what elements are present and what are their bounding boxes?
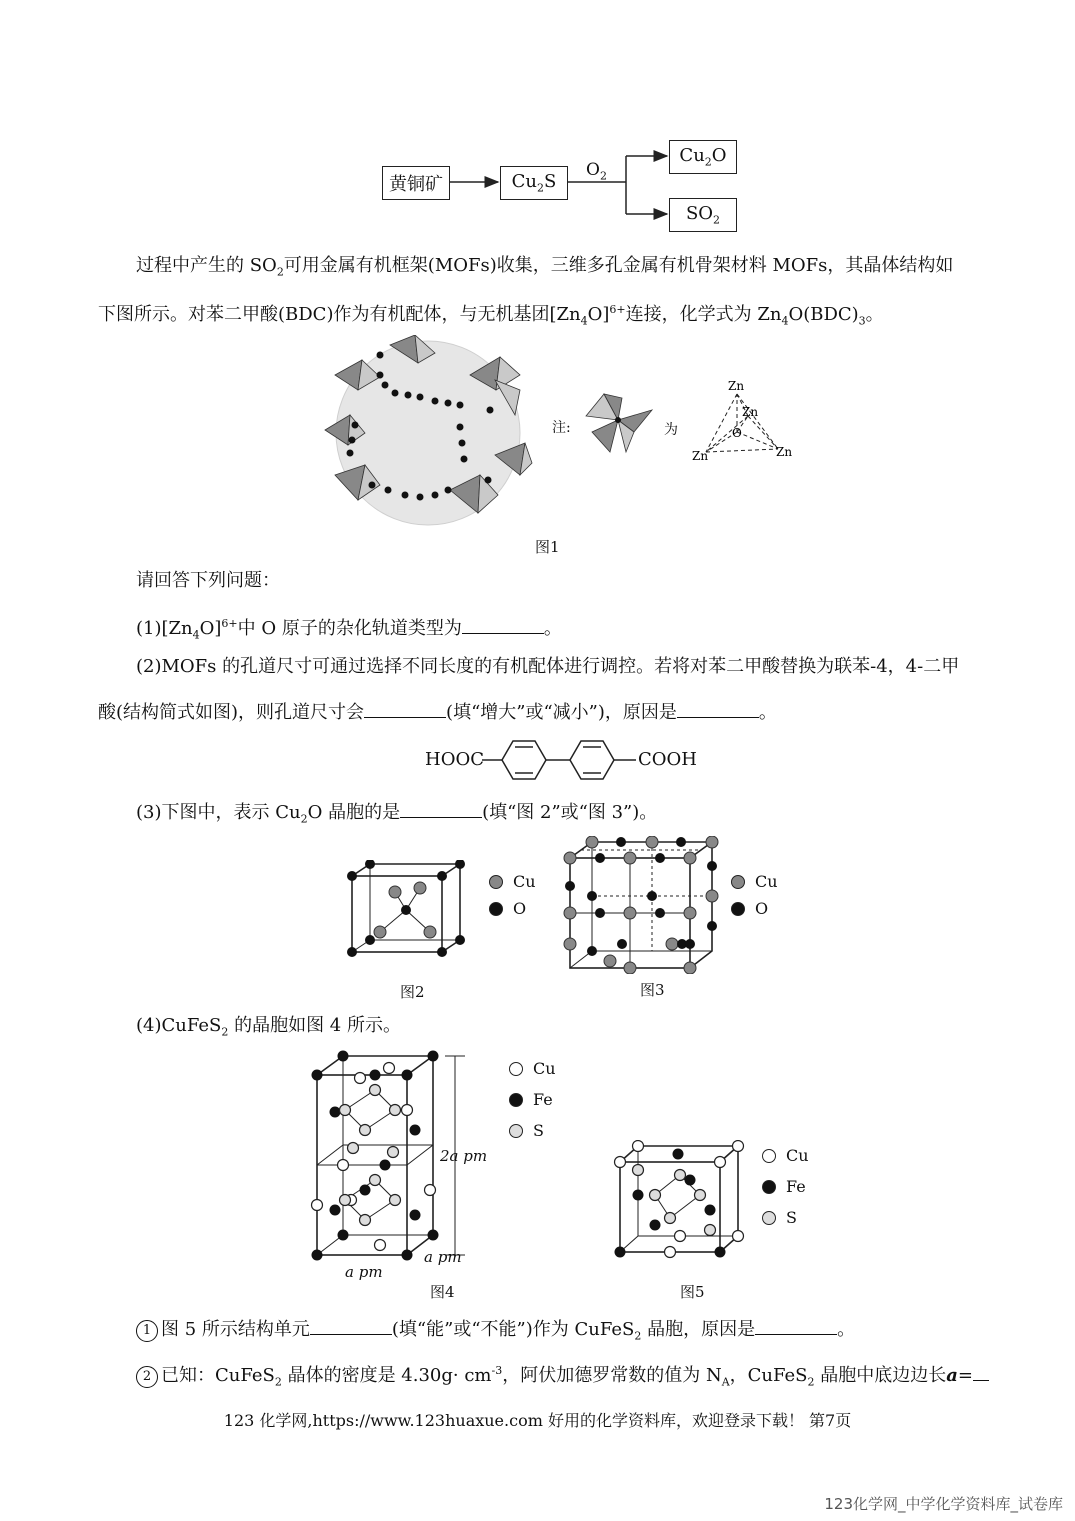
figure3-legend-cu: Cu bbox=[731, 872, 778, 891]
figure2-legend-cu: Cu bbox=[489, 872, 536, 891]
figure1-zn4o-diagram bbox=[690, 374, 800, 464]
hooc-label: HOOC bbox=[425, 749, 484, 770]
figure1-tetrahedron-icon bbox=[582, 392, 654, 454]
zn-right: Zn bbox=[776, 445, 793, 459]
question-4: (4)CuFeS$_2$ 的晶胞如图 4 所示。 bbox=[136, 1015, 401, 1039]
figure5-cell bbox=[610, 1140, 750, 1265]
flow-arrow-label: $O_2$ bbox=[586, 160, 607, 183]
figure1-mof-structure bbox=[320, 335, 535, 530]
figure3-cell bbox=[560, 836, 725, 974]
question-1: $(1)[Zn_4O]^{6+}$中 O 原子的杂化轨道类型为 。 bbox=[136, 617, 562, 642]
figure3-legend-o: O bbox=[731, 899, 768, 918]
watermark-text: 123化学网_中学化学资料库_试卷库 bbox=[824, 1495, 1063, 1513]
figure4-a-label-right: a pm bbox=[424, 1248, 462, 1266]
sub-question-2: 2 已知：CuFeS$_2$ 晶体的密度是 $4.30g\cdot cm^{-3}$，阿伏加德罗常数的值为 $N_A$，CuFeS$_2$ 晶胞中底边边长a= bbox=[136, 1359, 989, 1395]
sub-question-1: 1 图 5 所示结构单元 (填“能”或“不能”)作为 CuFeS$_2$ 晶胞，原因是 。 bbox=[136, 1316, 855, 1349]
intro-line-1: 过程中产生的 $SO_2$可用金属有机框架(MOFs)收集，三维多孔金属有机骨架材料 MOFs，其晶体结构如 bbox=[136, 255, 954, 279]
question-3: (3)下图中，表示 $Cu_2O$ 晶胞的是 (填“图 2”或“图 3”)。 bbox=[136, 799, 657, 832]
flow-box-chalcopyrite-label: 黄铜矿 bbox=[389, 174, 443, 195]
figure1-note-label: 注: bbox=[552, 420, 571, 436]
figure5-legend-fe: Fe bbox=[762, 1177, 806, 1196]
flow-box-cu2s-label: $Cu_2S$ bbox=[511, 171, 557, 195]
answer-blank-sub2[interactable] bbox=[973, 1362, 989, 1381]
flow-arrows bbox=[0, 0, 1075, 250]
figure1-wei-label: 为 bbox=[664, 422, 678, 438]
circled-number-1: 1 bbox=[136, 1320, 158, 1342]
zn-left: Zn bbox=[692, 449, 709, 463]
figure4-legend-s: S bbox=[509, 1121, 544, 1140]
answer-blank-q3[interactable] bbox=[400, 799, 482, 818]
answer-blank-q2-reason[interactable] bbox=[677, 699, 759, 718]
intro-line-2: 下图所示。对苯二甲酸(BDC)作为有机配体，与无机基团$[Zn_4O]^{6+}$连接，化学式为 $Zn_4O(BDC)_3$。 bbox=[98, 303, 884, 328]
figure4-height-label: 2a pm bbox=[440, 1147, 488, 1165]
question-2-line-1: (2)MOFs 的孔道尺寸可通过选择不同长度的有机配体进行调控。若将对苯二甲酸替换为联苯-4，4-二甲 bbox=[136, 656, 960, 677]
answer-blank-q2-size[interactable] bbox=[364, 699, 446, 718]
figure5-legend-s: S bbox=[762, 1208, 797, 1227]
questions-prompt: 请回答下列问题： bbox=[136, 570, 280, 591]
figure2-legend-o: O bbox=[489, 899, 526, 918]
zn-top: Zn bbox=[728, 379, 745, 393]
zn-back: Zn bbox=[742, 405, 759, 419]
figure5-caption: 图5 bbox=[680, 1283, 705, 1301]
figure4-a-label-bottom: a pm bbox=[345, 1263, 383, 1281]
cooh-label: COOH bbox=[638, 749, 697, 770]
flow-box-so2-label: $SO_2$ bbox=[685, 203, 721, 227]
figure1-caption: 图1 bbox=[535, 538, 560, 556]
figure2-caption: 图2 bbox=[400, 983, 425, 1001]
o-center: O bbox=[732, 426, 742, 440]
answer-blank-sub1-reason[interactable] bbox=[755, 1316, 837, 1335]
page-footer: 123 化学网,https://www.123huaxue.com 好用的化学资料库，欢迎登录下载！ 第7页 bbox=[223, 1411, 852, 1430]
circled-number-2: 2 bbox=[136, 1366, 158, 1388]
figure4-legend-cu: Cu bbox=[509, 1059, 556, 1078]
figure4-caption: 图4 bbox=[430, 1283, 455, 1301]
figure2-cu2o-cell bbox=[340, 860, 470, 960]
figure4-legend-fe: Fe bbox=[509, 1090, 553, 1109]
flow-box-cu2o-label: $Cu_2O$ bbox=[679, 145, 727, 169]
answer-blank-sub1-can[interactable] bbox=[310, 1316, 392, 1335]
question-2-line-2: 酸(结构简式如图)，则孔道尺寸会 (填“增大”或“减小”)，原因是 。 bbox=[98, 699, 777, 725]
figure5-legend-cu: Cu bbox=[762, 1146, 809, 1165]
answer-blank-q1[interactable] bbox=[462, 615, 544, 634]
biphenyl-structure bbox=[480, 735, 640, 785]
figure3-caption: 图3 bbox=[640, 981, 665, 999]
